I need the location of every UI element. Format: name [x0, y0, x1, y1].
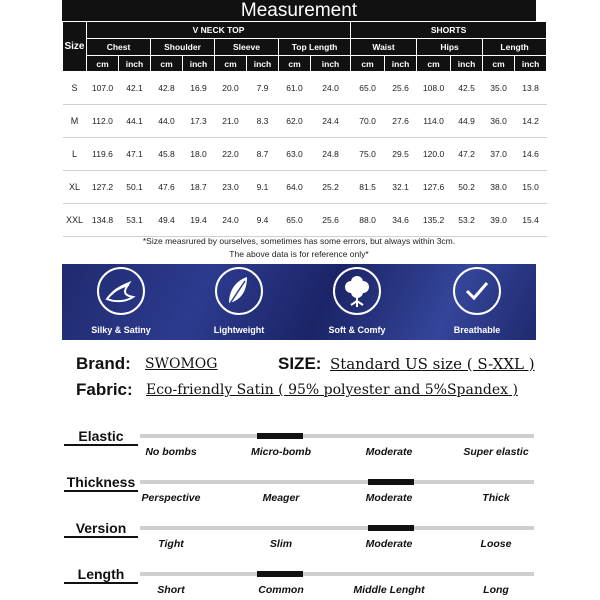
table-cell: 127.6 — [417, 171, 451, 204]
table-row — [63, 138, 547, 171]
scale-option: Perspective — [141, 492, 201, 504]
table-cell: 112.0 — [87, 105, 119, 138]
table-cell: 50.1 — [119, 171, 151, 204]
fabric-label: Fabric: — [76, 380, 133, 399]
unit-header: cm — [351, 56, 385, 72]
table-cell: 22.0 — [215, 138, 247, 171]
fabric-features-band — [62, 264, 536, 340]
scale-label: Version — [75, 520, 127, 536]
scale-option: Loose — [480, 538, 512, 550]
table-cell: 127.2 — [87, 171, 119, 204]
table-cell: 70.0 — [351, 105, 385, 138]
scale-label: Length — [77, 566, 125, 582]
table-cell: 47.6 — [151, 171, 183, 204]
feature-label: Silky & Satiny — [91, 325, 151, 335]
column-header: Waist — [351, 39, 417, 56]
table-cell: 44.1 — [119, 105, 151, 138]
table-cell: 42.1 — [119, 72, 151, 105]
unit-header: cm — [483, 56, 515, 72]
feature-lightweight — [180, 264, 298, 340]
unit-header: inch — [311, 56, 351, 72]
unit-header: cm — [215, 56, 247, 72]
feather-icon — [215, 267, 263, 315]
scale-option: Moderate — [365, 538, 413, 550]
table-row — [63, 72, 547, 105]
feature-label: Breathable — [453, 325, 501, 335]
unit-header: inch — [247, 56, 279, 72]
size-cell: L — [63, 138, 87, 171]
scale-option: Moderate — [365, 446, 413, 458]
scale-option: Short — [157, 584, 185, 596]
table-cell: 63.0 — [279, 138, 311, 171]
brand-label: Brand: — [76, 354, 131, 373]
table-cell: 25.6 — [311, 204, 351, 237]
column-header: Length — [483, 39, 547, 56]
scale-track — [140, 572, 534, 576]
table-cell: 107.0 — [87, 72, 119, 105]
scale-option: Slim — [269, 538, 293, 550]
table-cell: 18.0 — [183, 138, 215, 171]
table-cell: 13.8 — [515, 72, 547, 105]
table-cell: 44.9 — [451, 105, 483, 138]
unit-header: cm — [151, 56, 183, 72]
table-cell: 14.2 — [515, 105, 547, 138]
feature-soft — [298, 264, 416, 340]
table-cell: 24.0 — [311, 72, 351, 105]
unit-header: inch — [451, 56, 483, 72]
unit-header: inch — [183, 56, 215, 72]
table-cell: 8.7 — [247, 138, 279, 171]
table-cell: 50.2 — [451, 171, 483, 204]
table-cell: 53.2 — [451, 204, 483, 237]
table-cell: 32.1 — [385, 171, 417, 204]
cotton-icon — [333, 267, 381, 315]
scale-track — [140, 526, 534, 530]
scale-marker — [368, 479, 414, 485]
table-cell: 42.5 — [451, 72, 483, 105]
feature-silky — [62, 264, 180, 340]
unit-header: cm — [417, 56, 451, 72]
silk-icon — [97, 267, 145, 315]
table-row — [63, 171, 547, 204]
column-header: Hips — [417, 39, 483, 56]
scale-option: Moderate — [365, 492, 413, 504]
page-title: Measurement — [62, 0, 536, 21]
table-cell: 119.6 — [87, 138, 119, 171]
table-cell: 17.3 — [183, 105, 215, 138]
brand-value: SWOMOG — [145, 356, 218, 372]
fabric-value: Eco-friendly Satin ( 95% polyester and 5%Spandex ) — [146, 382, 518, 398]
feature-breathable — [418, 264, 536, 340]
table-cell: 114.0 — [417, 105, 451, 138]
scale-marker — [368, 525, 414, 531]
table-cell: 47.1 — [119, 138, 151, 171]
table-cell: 45.8 — [151, 138, 183, 171]
table-cell: 24.4 — [311, 105, 351, 138]
table-cell: 134.8 — [87, 204, 119, 237]
table-cell: 38.0 — [483, 171, 515, 204]
table-cell: 19.4 — [183, 204, 215, 237]
size-value: Standard US size ( S-XXL ) — [330, 355, 535, 373]
scale-option: Thick — [482, 492, 510, 504]
scale-marker — [257, 433, 303, 439]
column-header: Top Length — [279, 39, 351, 56]
size-chart-table — [62, 21, 547, 237]
measurement-note: *Size measrured by ourselves, sometimes has some errors, but always within 3cm. — [142, 236, 456, 246]
reference-note: The above data is for reference only* — [229, 249, 369, 259]
scale-label: Thickness — [66, 474, 136, 490]
table-cell: 88.0 — [351, 204, 385, 237]
size-label: SIZE: — [278, 354, 322, 373]
scale-option: Long — [483, 584, 509, 596]
table-cell: 42.8 — [151, 72, 183, 105]
table-cell: 47.2 — [451, 138, 483, 171]
table-cell: 62.0 — [279, 105, 311, 138]
table-cell: 34.6 — [385, 204, 417, 237]
table-cell: 39.0 — [483, 204, 515, 237]
scale-option: Micro-bomb — [250, 446, 312, 458]
size-cell: M — [63, 105, 87, 138]
checkmark-icon — [453, 267, 501, 315]
unit-header: cm — [279, 56, 311, 72]
shorts-group-header: SHORTS — [351, 22, 547, 39]
scale-marker — [257, 571, 303, 577]
table-row — [63, 204, 547, 237]
table-cell: 15.0 — [515, 171, 547, 204]
unit-header: inch — [119, 56, 151, 72]
table-cell: 65.0 — [351, 72, 385, 105]
scale-track — [140, 434, 534, 438]
feature-label: Lightweight — [213, 325, 265, 335]
feature-label: Soft & Comfy — [328, 325, 386, 335]
scale-option: Middle Lenght — [353, 584, 425, 596]
table-cell: 36.0 — [483, 105, 515, 138]
table-cell: 23.0 — [215, 171, 247, 204]
table-cell: 25.2 — [311, 171, 351, 204]
column-header: Sleeve — [215, 39, 279, 56]
table-cell: 75.0 — [351, 138, 385, 171]
scale-option: Common — [258, 584, 304, 596]
table-cell: 27.6 — [385, 105, 417, 138]
table-cell: 108.0 — [417, 72, 451, 105]
table-cell: 61.0 — [279, 72, 311, 105]
table-cell: 81.5 — [351, 171, 385, 204]
scale-option: No bombs — [145, 446, 197, 458]
scale-option: Meager — [262, 492, 300, 504]
table-cell: 24.8 — [311, 138, 351, 171]
size-cell: XL — [63, 171, 87, 204]
table-cell: 21.0 — [215, 105, 247, 138]
table-cell: 16.9 — [183, 72, 215, 105]
unit-header: inch — [385, 56, 417, 72]
scale-option: Tight — [158, 538, 184, 550]
top-group-header: V NECK TOP — [87, 22, 351, 39]
table-cell: 135.2 — [417, 204, 451, 237]
table-cell: 20.0 — [215, 72, 247, 105]
table-cell: 25.6 — [385, 72, 417, 105]
scale-track — [140, 480, 534, 484]
column-header: Chest — [87, 39, 151, 56]
size-cell: XXL — [63, 204, 87, 237]
table-cell: 9.1 — [247, 171, 279, 204]
table-row — [63, 105, 547, 138]
table-cell: 49.4 — [151, 204, 183, 237]
table-cell: 29.5 — [385, 138, 417, 171]
table-cell: 14.6 — [515, 138, 547, 171]
table-cell: 65.0 — [279, 204, 311, 237]
table-cell: 18.7 — [183, 171, 215, 204]
table-cell: 64.0 — [279, 171, 311, 204]
table-cell: 120.0 — [417, 138, 451, 171]
table-cell: 7.9 — [247, 72, 279, 105]
table-cell: 15.4 — [515, 204, 547, 237]
table-cell: 44.0 — [151, 105, 183, 138]
table-cell: 8.3 — [247, 105, 279, 138]
table-cell: 53.1 — [119, 204, 151, 237]
scale-option: Super elastic — [463, 446, 529, 458]
table-cell: 37.0 — [483, 138, 515, 171]
scale-label: Elastic — [78, 428, 124, 444]
table-cell: 24.0 — [215, 204, 247, 237]
size-cell: S — [63, 72, 87, 105]
table-cell: 35.0 — [483, 72, 515, 105]
size-header: Size — [63, 22, 87, 72]
unit-header: inch — [515, 56, 547, 72]
table-cell: 9.4 — [247, 204, 279, 237]
unit-header: cm — [87, 56, 119, 72]
column-header: Shoulder — [151, 39, 215, 56]
